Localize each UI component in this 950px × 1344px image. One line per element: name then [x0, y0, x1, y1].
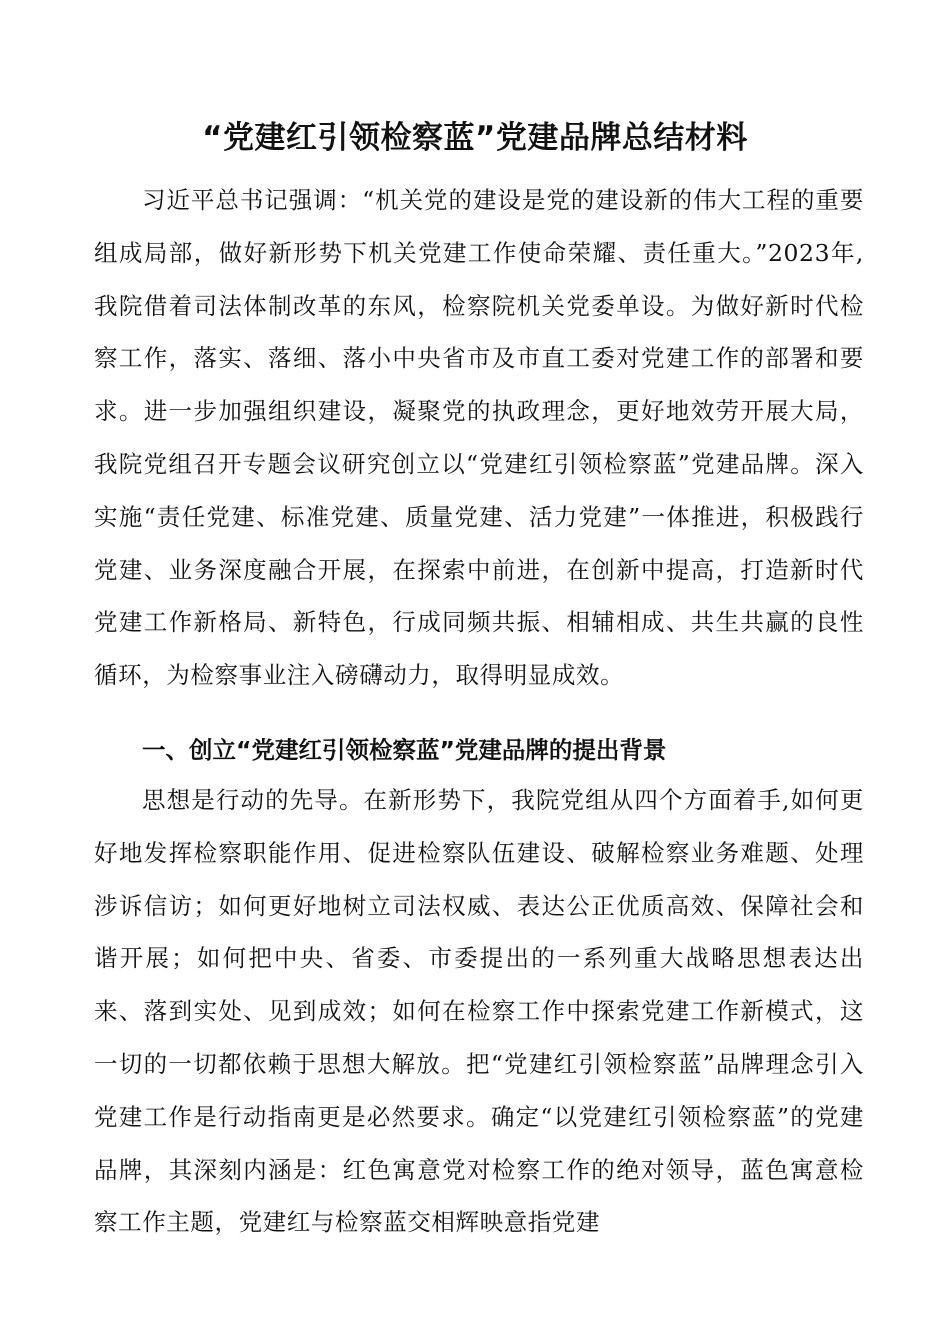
paragraph-intro: 习近平总书记强调：“机关党的建设是党的建设新的伟大工程的重要组成局部，做好新形势下机关党建工作使命荣耀、责任重大。”2023年,我院借着司法体制改革的东风，检察院机关党委单设。为做好新时代检察工作，落实、落细、落小中央省市及市直工委对党建工作的部署和要求。进一步加强组织建设，凝聚党的执政理念，更好地效劳开展大局，我院党组召开专题会议研究创立以“党建红引领检察蓝”党建品牌。深入实施“责任党建、标准党建、质量党建、活力党建”一体推进，积极践行党建、业务深度融合开展，在探索中前进，在创新中提高，打造新时代党建工作新格局、新特色，行成同频共振、相辅相成、共生共赢的良性循环，为检察事业注入磅礴动力，取得明显成效。 — [94, 186, 864, 690]
document-title: “党建红引领检察蓝”党建品牌总结材料 — [202, 120, 748, 156]
paragraph-background: 思想是行动的先导。在新形势下，我院党组从四个方面着手,如何更好地发挥检察职能作用、促进检察队伍建设、破解检察业务难题、处理涉诉信访；如何更好地树立司法权威、表达公正优质高效、保障社会和谐开展；如何把中央、省委、市委提出的一系列重大战略思想表达出来、落到实处、见到成效；如何在检察工作中探索党建工作新模式，这一切的一切都依赖于思想大解放。把“党建红引领检察蓝”品牌理念引入党建工作是行动指南更是必然要求。确定“以党建红引领检察蓝”的党建品牌，其深刻内涵是：红色寓意党对检察工作的绝对领导，蓝色寓意检察工作主题，党建红与检察蓝交相辉映意指党建 — [94, 786, 864, 1237]
section-heading: 一、创立“党建红引领检察蓝”党建品牌的提出背景 — [142, 736, 667, 764]
